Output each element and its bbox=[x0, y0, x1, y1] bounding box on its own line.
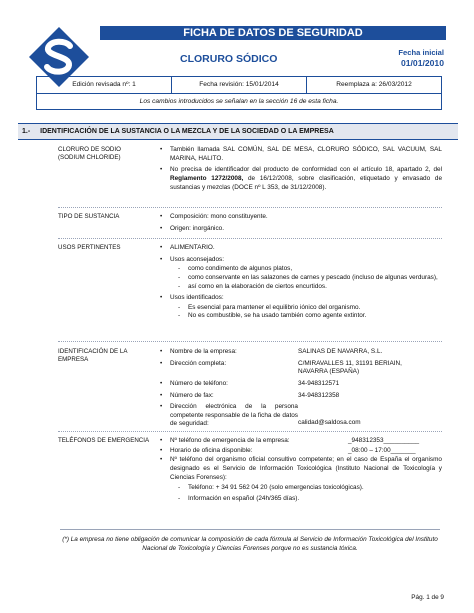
field-label: • Número de teléfono: bbox=[170, 379, 228, 387]
emergency-phone-row bbox=[160, 437, 442, 446]
revision-table bbox=[36, 76, 442, 110]
company-phone: 34-948312571 bbox=[298, 379, 340, 387]
substance-label-line1: CLORURO DE SODIO bbox=[58, 146, 121, 153]
office-hours: _08:00 – 17:00_______ bbox=[348, 446, 416, 454]
company-phone-row bbox=[160, 380, 442, 389]
list-item: • ALIMENTARIO. bbox=[160, 244, 442, 253]
document-header bbox=[100, 26, 446, 70]
section-number: 1.- bbox=[22, 128, 31, 135]
initial-date-block bbox=[398, 48, 444, 70]
replaces-cell: Reemplaza a: 26/03/2012 bbox=[336, 81, 412, 88]
product-name: CLORURO SÓDICO bbox=[180, 53, 278, 65]
company-label bbox=[58, 348, 154, 365]
field-label: • Número de fax: bbox=[170, 391, 214, 399]
uses-label: USOS PERTINENTES bbox=[58, 244, 121, 251]
regulation-text-post: de 16/12/2008, sobre clasificación, etiquetado y envasado de sustancias y mezclas (DOCE nº L 353, de 31/12/2008). bbox=[170, 174, 442, 191]
company-name-row bbox=[160, 348, 442, 357]
emergency-label: TELÉFONOS DE EMERGENCIA bbox=[58, 437, 150, 444]
initial-date-label: Fecha inicial bbox=[398, 48, 444, 57]
field-label: • Dirección electrónica de la persona competente responsable de la ficha de datos de seguridad: bbox=[170, 403, 298, 428]
sub-list-item: - No es combustible, se ha usado también como agente extintor. bbox=[160, 312, 442, 321]
company-address-row bbox=[160, 360, 442, 377]
list-item bbox=[160, 166, 442, 192]
list-item: • Composición: mono constituyente. bbox=[160, 213, 442, 222]
substance-label bbox=[58, 146, 154, 163]
company-email[interactable]: calidad@saldosa.com bbox=[298, 419, 361, 427]
sub-list-item: - como conservante en las salazones de carnes y pescado (incluso de algunas verduras), bbox=[160, 274, 442, 283]
regulation-text-pre: No precisa de identificador del producto de conformidad con el artículo 18, apartado 2, del bbox=[170, 166, 442, 174]
company-label-line2: EMPRESA bbox=[58, 356, 89, 364]
emergency-phone: _948312353__________ bbox=[348, 437, 420, 444]
section-title: IDENTIFICACIÓN DE LA SUSTANCIA O LA MEZCLA Y DE LA SOCIEDAD O LA EMPRESA bbox=[40, 128, 334, 135]
revision-note: Los cambios introducidos se señalan en la sección 16 de esta ficha. bbox=[37, 93, 441, 109]
page-number: Pág. 1 de 9 bbox=[411, 594, 444, 601]
company-email-row bbox=[160, 403, 442, 429]
company-label-line1: IDENTIFICACIÓN DE LA bbox=[58, 348, 128, 355]
divider bbox=[58, 341, 442, 342]
divider bbox=[58, 238, 442, 239]
sub-list-item: - como condimento de algunos platos, bbox=[160, 265, 442, 274]
list-item: • Usos identificados: bbox=[160, 294, 442, 303]
divider bbox=[58, 207, 442, 208]
field-label: • Dirección completa: bbox=[170, 359, 227, 367]
company-fax-row bbox=[160, 392, 442, 401]
sub-list-item: - Información en español (24h/365 días). bbox=[160, 495, 442, 504]
document-title: FICHA DE DATOS DE SEGURIDAD bbox=[100, 26, 446, 40]
sub-list-item: - Teléfono: + 34 91 562 04 20 (solo emergencias toxicológicas). bbox=[160, 484, 442, 493]
revision-date-cell: Fecha revisión: 15/01/2014 bbox=[172, 77, 307, 93]
type-label: TIPO DE SUSTANCIA bbox=[58, 213, 120, 220]
company-name: SALINAS DE NAVARRA, S.L. bbox=[298, 348, 383, 355]
section-heading bbox=[18, 123, 458, 140]
edition-cell: Edición revisada nº: 1 bbox=[37, 77, 172, 93]
footnote: (*) La empresa no tiene obligación de comunicar la composición de cada fórmula al Servicio de Información Toxicológica del Instituto Nacional de Toxicología y Ciencias Forenses porque no es sustancia tóxica. bbox=[60, 529, 440, 553]
substance-label-line2: (SODIUM CHLORIDE) bbox=[58, 154, 121, 162]
office-hours-row bbox=[160, 447, 442, 456]
list-item: • Usos aconsejados: bbox=[160, 256, 442, 265]
initial-date: 01/01/2010 bbox=[400, 58, 444, 69]
field-label: • Nº teléfono de emergencia de la empresa: bbox=[170, 437, 290, 444]
sub-list-item: - así como en la elaboración de ciertos encurtidos. bbox=[160, 283, 442, 292]
field-label: • Nombre de la empresa: bbox=[170, 348, 237, 355]
company-address-line2: NAVARRA (ESPAÑA) bbox=[298, 368, 360, 376]
list-item: • Nº teléfono del organismo oficial consultivo competente; en el caso de España el organismo designado es el Servicio de Información Toxicológica (Instituto Nacional de Toxicología y Ciencias Forenses): bbox=[160, 456, 442, 482]
field-label: • Horario de oficina disponible: bbox=[170, 446, 253, 454]
regulation-reference: Reglamento 1272/2008, bbox=[170, 174, 244, 182]
list-item: • Origen: inorgánico. bbox=[160, 225, 442, 234]
divider bbox=[58, 431, 442, 432]
company-address-line1: C/MIRAVALLES 11, 31191 BERIAIN, bbox=[298, 359, 402, 367]
list-item: • También llamada SAL COMÚN, SAL DE MESA, CLORURO SÓDICO, SAL VACUUM, SAL MARINA, HALITO. bbox=[160, 146, 442, 163]
sub-list-item: - Es esencial para mantener el equilibrio iónico del organismo. bbox=[160, 304, 442, 313]
company-fax: 34-948312358 bbox=[298, 391, 340, 399]
